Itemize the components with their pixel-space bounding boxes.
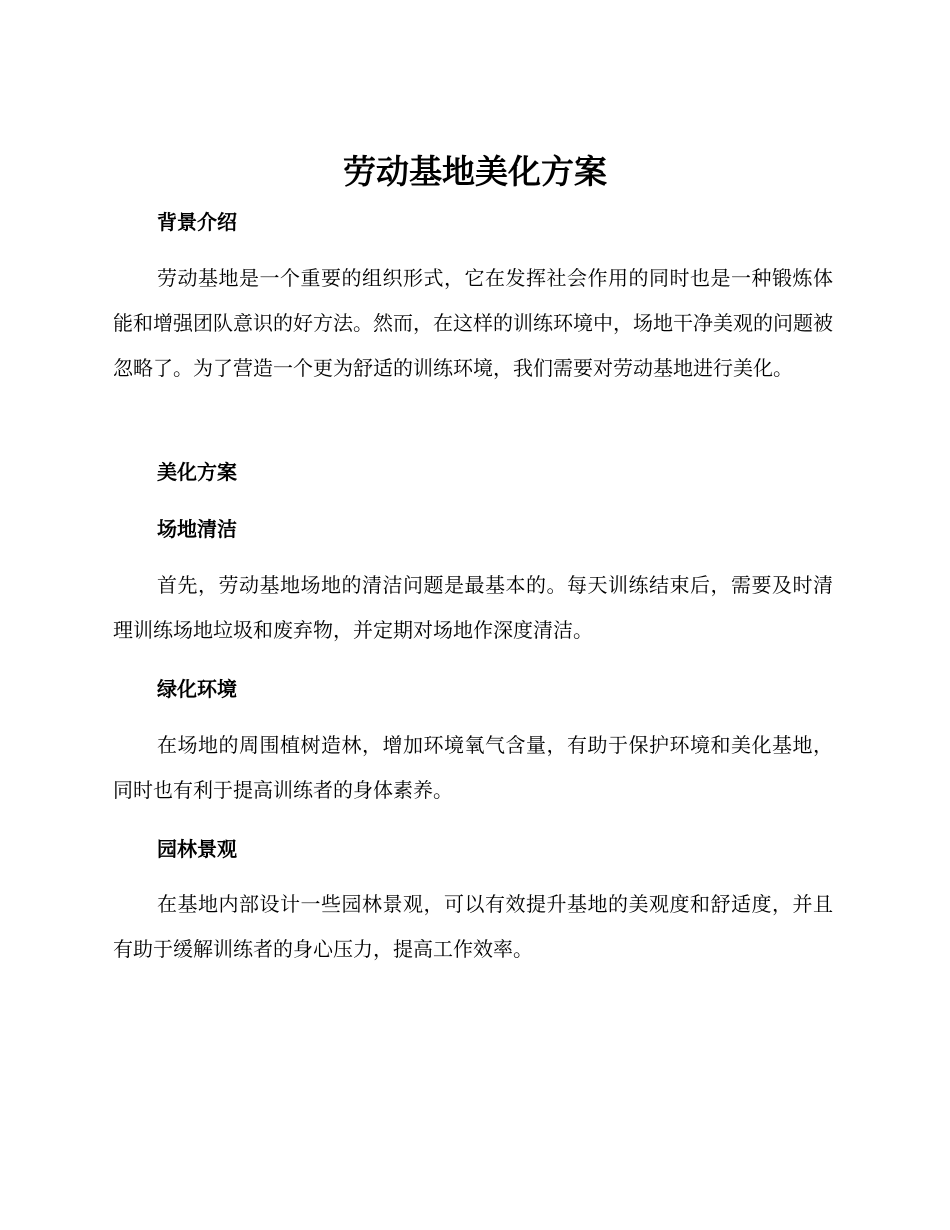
section-heading-garden-landscape: 园林景观 bbox=[157, 837, 237, 861]
section-heading-greening: 绿化环境 bbox=[157, 677, 237, 701]
section-paragraph-site-cleaning: 首先，劳动基地场地的清洁问题是最基本的。每天训练结束后，需要及时清理训练场地垃圾和废弃物，并定期对场地作深度清洁。 bbox=[113, 573, 833, 642]
section-paragraph-greening: 在场地的周围植树造林，增加环境氧气含量，有助于保护环境和美化基地，同时也有利于提高训练者的身体素养。 bbox=[113, 733, 833, 802]
section-heading-background: 背景介绍 bbox=[157, 210, 237, 234]
section-heading-site-cleaning: 场地清洁 bbox=[157, 517, 237, 541]
section-paragraph-garden-landscape: 在基地内部设计一些园林景观，可以有效提升基地的美观度和舒适度，并且有助于缓解训练者的身心压力，提高工作效率。 bbox=[113, 892, 833, 961]
section-heading-plan: 美化方案 bbox=[157, 460, 237, 484]
section-paragraph-background: 劳动基地是一个重要的组织形式，它在发挥社会作用的同时也是一种锻炼体能和增强团队意识的好方法。然而，在这样的训练环境中，场地干净美观的问题被忽略了。为了营造一个更为舒适的训练环境，我们需要对劳动基地进行美化。 bbox=[113, 266, 833, 380]
document-title: 劳动基地美化方案 bbox=[343, 152, 607, 191]
